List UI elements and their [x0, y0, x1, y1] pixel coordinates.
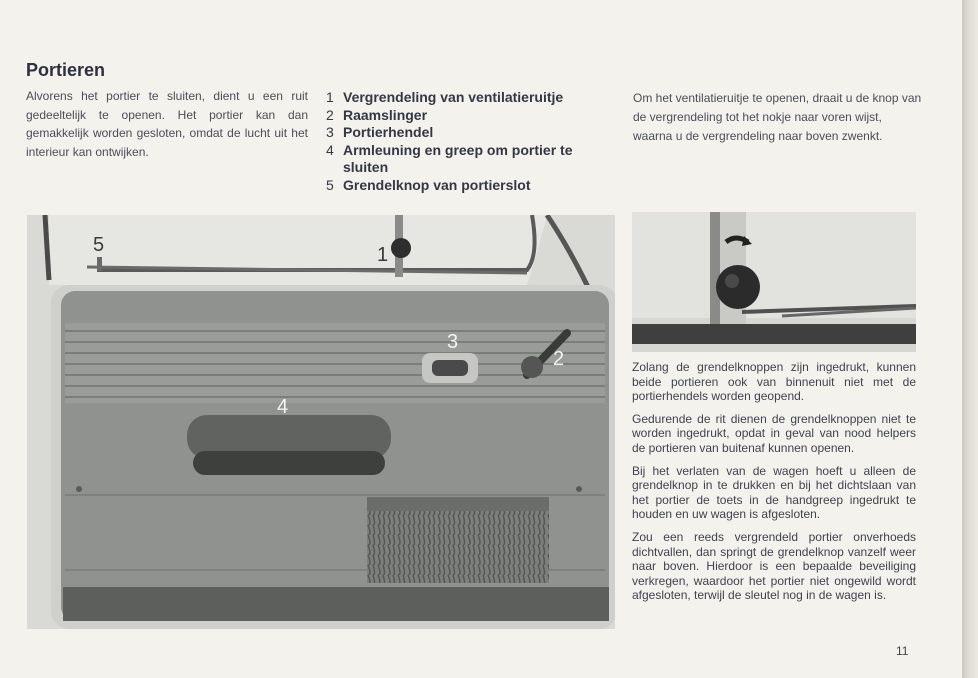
intro-paragraph: Alvorens het portier te sluiten, dient u een ruit gedeeltelijk te openen. Het portier kan dan gemakkelijk worden gesloten, omdat de lucht uit het interieur kan ontwijken. [26, 89, 308, 159]
paragraph: Zolang de grendelknoppen zijn ingedrukt, kunnen beide portieren ook van binnenuit niet met de portierhendels worden geopend. [632, 360, 916, 404]
legend-item [326, 124, 616, 142]
photo-label-4: 4 [277, 396, 289, 418]
photo-label-1: 1 [377, 244, 389, 266]
page-edge [962, 0, 978, 678]
page-number: 11 [896, 644, 909, 658]
photo-label-3: 3 [447, 331, 459, 353]
door-panel-photo [27, 215, 615, 629]
section-title: Portieren [26, 60, 106, 80]
legend-number: 1 [326, 89, 334, 105]
legend-item [326, 177, 616, 195]
legend-number: 3 [326, 124, 334, 140]
vent-latch-photo [632, 212, 916, 352]
legend-label: Raamslinger [343, 106, 428, 123]
legend-number: 5 [326, 176, 334, 193]
photo-label-5: 5 [93, 234, 105, 256]
legend-item [326, 107, 616, 125]
legend-label: Armleuning en greep om portier te sluiten [343, 141, 573, 175]
vent-window-instructions: Om het ventilatieruitje te openen, draait u de knop van de vergrendeling tot het nokje naar voren wijst, waarna u de vergrendeling naar boven zwenkt. [633, 91, 922, 143]
legend-label: Vergrendeling van ventilatieruitje [343, 89, 564, 105]
legend-label: Grendelknop van portierslot [343, 176, 531, 193]
lock-instructions [632, 360, 916, 611]
legend-number: 2 [326, 106, 334, 123]
photo-label-2: 2 [553, 348, 565, 370]
paragraph: Gedurende de rit dienen de grendelknoppen niet te worden ingedrukt, opdat in geval van nood helpers de portieren van buitenaf kunnen openen. [632, 411, 916, 455]
paragraph: Zou een reeds vergrendeld portier onverhoeds dichtvallen, dan springt de grendelknop vanzelf weer naar boven. Hierdoor is een bepaalde beveiliging verkregen, waardoor het portier niet ongewild wordt afgesloten, terwijl de sleutel nog in de wagen is. [632, 529, 916, 603]
legend-label: Portierhendel [343, 124, 434, 140]
legend-number: 4 [326, 141, 334, 158]
legend-item [326, 89, 616, 107]
legend-item [326, 142, 616, 177]
parts-legend [326, 89, 616, 194]
paragraph: Bij het verlaten van de wagen hoeft u alleen de grendelknop in te drukken en bij het dichtslaan van het portier de toets in de handgreep ingedrukt te houden en uw wagen is afgesloten. [632, 463, 916, 522]
